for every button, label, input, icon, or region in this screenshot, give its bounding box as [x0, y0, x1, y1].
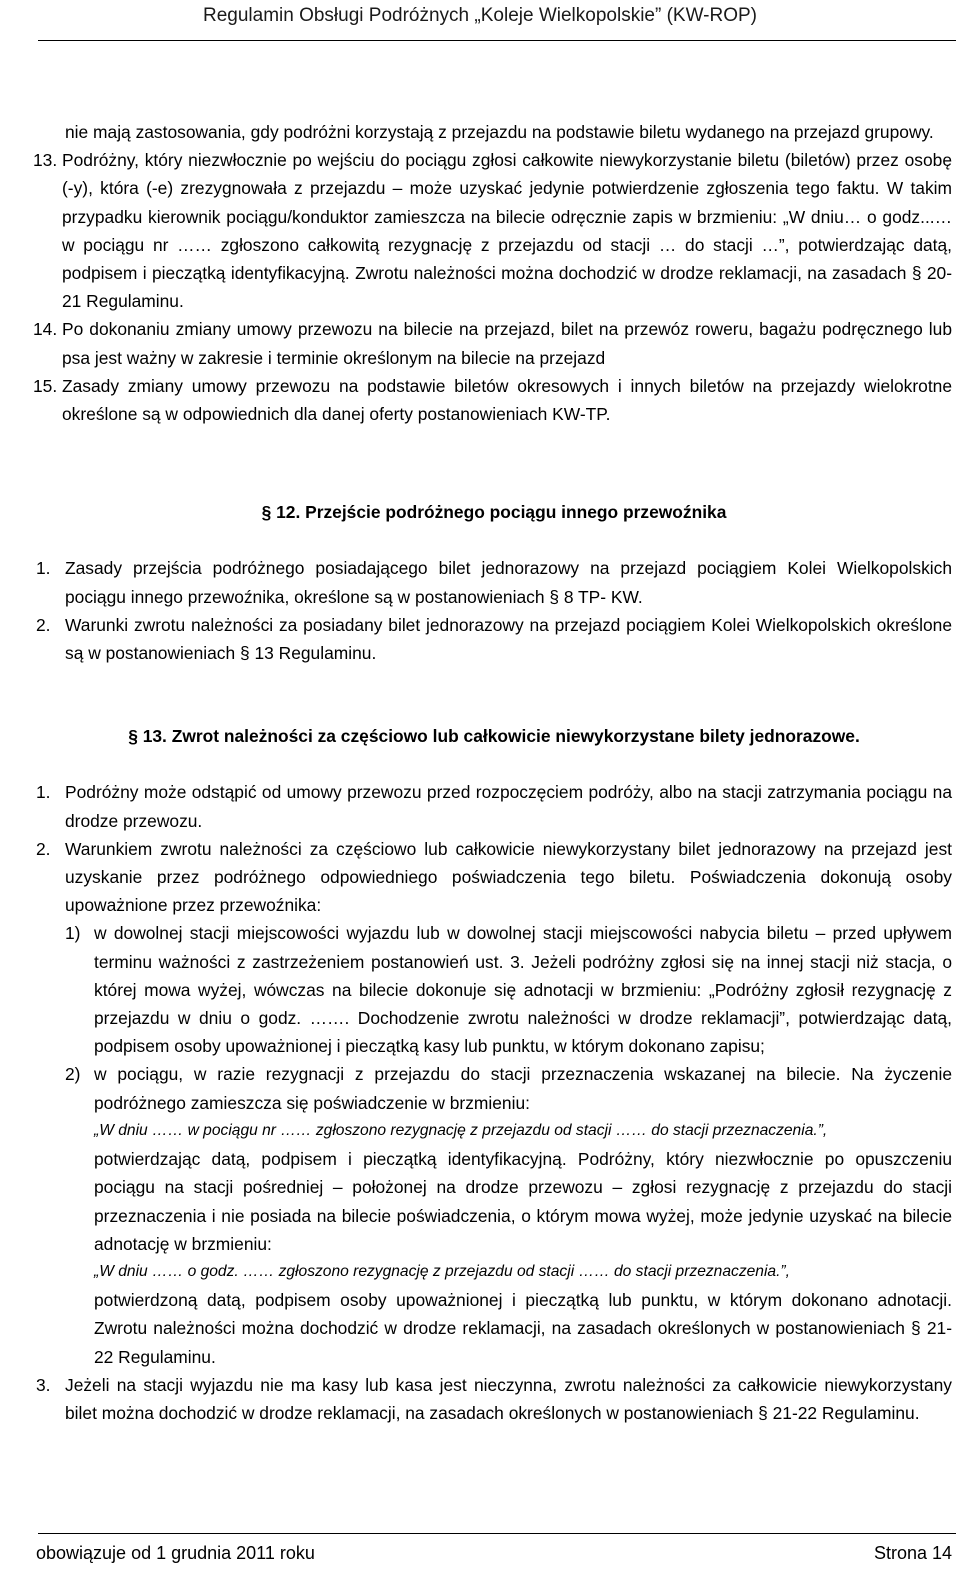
quoted-formula: „W dniu …… w pociągu nr …… zgłoszono rezygnację z przejazdu od stacji …… do stacji przeznaczenia.”, [94, 1121, 828, 1139]
page-footer [36, 1538, 952, 1568]
document-body [33, 118, 952, 1427]
section-13-item-2: 2. Warunkiem zwrotu należności za częściowo lub całkowicie niewykorzystany bilet jednorazowy na przejazd jest uzyskanie przez podróżnego odpowiedniego poświadczenia tego biletu. Poświadczenia dokonują osoby upoważnione przez przewoźnika: 1) w dowolnej stacji miejscowości wyjazdu lub w dowolnej stacji miejscowości nabycia biletu – przed upływem terminu ważności z zastrzeżeniem postanowień ust. 3. Jeżeli podróżny zgłosi się na innej stacji niż stacja, o której mowa wyżej, wówczas na bilecie dokonuje się adnotacji w brzmieniu: „Podróżny zgłosił rezygnację z przejazdu w dniu o godz. ……. Dochodzenie zwrotu należności w drodze reklamacji”, potwierdzając datą, podpisem osoby upoważnionej i pieczątką kasy lub punktu, w którym dokonano zapisu; 2) w pociągu, w razie rezygnacji z przejazdu do stacji przeznaczenia wskazanej na bilecie. Na życzenie podróżnego zamieszcza się poświadczenie w brzmieniu: „W dniu …… w pociągu nr …… zgłoszono rezygnację z przejazdu od stacji …… do stacji przeznaczenia.”, potwierdzając datą, podpisem i pieczątką identyfikacyjną. Podróżny, który niezwłocznie po opuszczeniu pociągu na stacji pośredniej – położonej na drodze przewozu – zgłosi rezygnację z przejazdu do stacji przeznaczenia i nie posiada na bilecie poświadczenia, o którym mowa wyżej, może jedynie uzyskać na bilecie adnotację w brzmieniu: „W dniu …… o godz. …… zgłoszono rezygnację z przejazdu od stacji …… do stacji przeznaczenia.”, potwierdzoną datą, podpisem osoby upoważnionej i pieczątką lub punktu, w którym dokonano adnotacji. Zwrotu należności można dochodzić w drodze reklamacji, na zasadach określonych w postanowieniach § 21-22 Regulaminu. [36, 835, 952, 1371]
sub-item-2 [65, 1060, 952, 1370]
sub-item-text: potwierdzając datą, podpisem i pieczątką identyfikacyjną. Podróżny, który niezwłocznie po opuszczeniu pociągu na stacji pośredniej – położonej na drodze przewozu – zgłosi rezygnację z przejazdu do stacji przeznaczenia i nie posiada na bilecie poświadczenia, o którym mowa wyżej, może jedynie uzyskać na bilecie adnotację w brzmieniu: [94, 1149, 952, 1254]
sub-item-body [94, 1060, 952, 1370]
page-number: Strona 14 [873, 1543, 952, 1563]
list-item-15: 15. Zasady zmiany umowy przewozu na podstawie biletów okresowych i innych biletów na przejazdy wielokrotne określone są w odpowiednich dla danej oferty postanowieniach KW-TP. [36, 372, 952, 428]
section-13-item-3: 3. Jeżeli na stacji wyjazdu nie ma kasy lub kasa jest nieczynna, zwrotu należności za całkowicie niewykorzystany bilet można dochodzić w drodze reklamacji, na zasadach określonych w postanowieniach § 21-22 Regulaminu. [36, 1371, 952, 1427]
sub-item-1 [65, 919, 952, 1060]
section-12-heading: § 12. Przejście podróżnego pociągu innego przewoźnika [261, 502, 727, 523]
sub-item-text: w dowolnej stacji miejscowości wyjazdu lub w dowolnej stacji miejscowości nabycia biletu – przed upływem terminu ważności z zastrzeżeniem postanowień ust. 3. Jeżeli podróżny zgłosi się na innej stacji niż stacja, o której mowa wyżej, wówczas na bilecie dokonuje się adnotacji w brzmieniu: „Podróżny zgłosił rezygnację z przejazdu w dniu o godz. ……. Dochodzenie zwrotu należności w drodze reklamacji”, potwierdzając datą, podpisem osoby upoważnionej i pieczątką kasy lub punktu, w którym dokonano zapisu; [94, 923, 952, 1057]
item-text: Po dokonaniu zmiany umowy przewozu na bilecie na przejazd, bilet na przewóz roweru, bagażu podręcznego lub psa jest ważny w zakresie i terminie określonym na bilecie na przejazd [62, 319, 952, 368]
document-title: Regulamin Obsługi Podróżnych „Koleje Wielkopolskie” (KW-ROP) [202, 5, 757, 26]
sub-item-number: 2) [65, 1064, 81, 1085]
item-text: Podróżny może odstąpić od umowy przewozu przed rozpoczęciem podróży, albo na stacji zatrzymania pociągu na drodze przewozu. [65, 782, 952, 831]
list-item-13: 13. Podróżny, który niezwłocznie po wejściu do pociągu zgłosi całkowite niewykorzystanie biletu (biletów) przez osobę (-y), która (-e) zrezygnowała z przejazdu – może uzyskać jedynie potwierdzenie zgłoszenia tego faktu. W takim przypadku kierownik pociągu/konduktor zamieszcza na bilecie odręcznie zapis w brzmieniu: „W dniu… o godz...… w pociągu nr …… zgłoszono całkowitą rezygnację z przejazdu od stacji … do stacji …”, potwierdzając datą, podpisem i pieczątką identyfikacyjną. Zwrotu należności można dochodzić w drodze reklamacji, na zasadach § 20-21 Regulaminu. [36, 146, 952, 315]
footer-divider [38, 1533, 956, 1534]
section-12-item-1: 1. Zasady przejścia podróżnego posiadającego bilet jednorazowy na przejazd pociągiem Kolei Wielkopolskich pociągu innego przewoźnika, określone są w postanowieniach § 8 TP- KW. [36, 554, 952, 610]
item-text: Jeżeli na stacji wyjazdu nie ma kasy lub kasa jest nieczynna, zwrotu należności za całkowicie niewykorzystany bilet można dochodzić w drodze reklamacji, na zasadach określonych w postanowieniach § 21-22 Regulaminu. [65, 1374, 952, 1423]
sub-item-text: w pociągu, w razie rezygnacji z przejazdu do stacji przeznaczenia wskazanej na bilecie. Na życzenie podróżnego zamieszcza się poświadczenie w brzmieniu: [94, 1064, 952, 1113]
item-text: Zasady przejścia podróżnego posiadającego bilet jednorazowy na przejazd pociągiem Kolei Wielkopolskich pociągu innego przewoźnika, określone są w postanowieniach § 8 TP- KW. [65, 558, 952, 607]
continuation-paragraph: nie mają zastosowania, gdy podróżni korzystają z przejazdu na podstawie biletu wydanego na przejazd grupowy. [65, 122, 934, 142]
section-13-heading: § 13. Zwrot należności za częściowo lub całkowicie niewykorzystane bilety jednorazowe. [128, 726, 860, 747]
sub-item-text: potwierdzoną datą, podpisem osoby upoważnionej i pieczątką lub punktu, w którym dokonano adnotacji. Zwrotu należności można dochodzić w drodze reklamacji, na zasadach określonych w postanowieniach § 21-22 Regulaminu. [94, 1290, 952, 1367]
section-12-item-2: 2. Warunki zwrotu należności za posiadany bilet jednorazowy na przejazd pociągiem Kolei Wielkopolskich określone są w postanowieniach § 13 Regulaminu. [36, 611, 952, 667]
item-text: Zasady zmiany umowy przewozu na podstawie biletów okresowych i innych biletów na przejazdy wielokrotne określone są w odpowiednich dla danej oferty postanowieniach KW-TP. [62, 375, 952, 425]
item-text: Warunki zwrotu należności za posiadany bilet jednorazowy na przejazd pociągiem Kolei Wielkopolskich określone są w postanowieniach § 13 Regulaminu. [65, 614, 952, 664]
effective-date: obowiązuje od 1 grudnia 2011 roku [36, 1543, 315, 1563]
page-header [0, 0, 960, 45]
item-body [36, 835, 952, 1371]
sub-item-number: 1) [65, 923, 81, 944]
item-text: Warunkiem zwrotu należności za częściowo lub całkowicie niewykorzystany bilet jednorazowy na przejazd jest uzyskanie przez podróżnego odpowiedniego poświadczenia tego biletu. Poświadczenia dokonują osoby upoważnione przez przewoźnika: [65, 838, 952, 916]
list-item-14: 14. Po dokonaniu zmiany umowy przewozu na bilecie na przejazd, bilet na przewóz roweru, bagażu podręcznego lub psa jest ważny w zakresie i terminie określonym na bilecie na przejazd [36, 315, 952, 371]
item-text: Podróżny, który niezwłocznie po wejściu do pociągu zgłosi całkowite niewykorzystanie biletu (biletów) przez osobę (-y), która (-e) zrezygnowała z przejazdu – może uzyskać jedynie potwierdzenie zgłoszenia tego faktu. W takim przypadku kierownik pociągu/konduktor zamieszcza na bilecie odręcznie zapis w brzmieniu: „W dniu… o godz...… w pociągu nr …… zgłoszono całkowitą rezygnację z przejazdu od stacji … do stacji …”, potwierdzając datą, podpisem i pieczątką identyfikacyjną. Zwrotu należności można dochodzić w drodze reklamacji, na zasadach § 20-21 Regulaminu. [62, 150, 952, 312]
section-13-item-1: 1. Podróżny może odstąpić od umowy przewozu przed rozpoczęciem podróży, albo na stacji zatrzymania pociągu na drodze przewozu. [36, 778, 952, 834]
header-divider [38, 40, 956, 41]
quoted-formula: „W dniu …… o godz. …… zgłoszono rezygnację z przejazdu od stacji …… do stacji przeznaczenia.”, [94, 1262, 790, 1280]
